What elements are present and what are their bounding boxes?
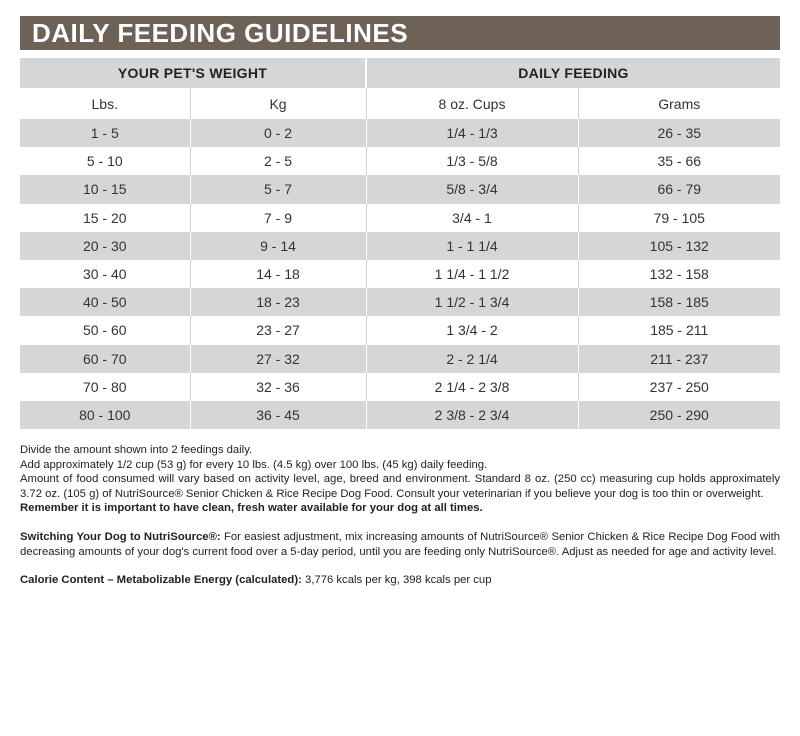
cell-cups: 1 - 1 1/4 [366,232,578,260]
feeding-table [20,58,780,429]
cell-lbs: 10 - 15 [20,175,190,203]
table-row [20,345,780,373]
cell-kg: 32 - 36 [190,373,366,401]
cell-cups: 5/8 - 3/4 [366,175,578,203]
group-header-daily-feeding: DAILY FEEDING [366,58,780,88]
column-header-row [20,88,780,119]
note-water-reminder: Remember it is important to have clean, fresh water available for your dog at all times. [20,502,483,515]
cell-kg: 7 - 9 [190,204,366,232]
cell-lbs: 5 - 10 [20,147,190,175]
table-row [20,316,780,344]
cell-cups: 1/4 - 1/3 [366,119,578,147]
table-row [20,119,780,147]
column-header-lbs: Lbs. [20,88,190,119]
table-row [20,373,780,401]
cell-kg: 9 - 14 [190,232,366,260]
table-body [20,119,780,429]
feeding-notes [20,443,780,588]
cell-cups: 1 1/2 - 1 3/4 [366,288,578,316]
cell-lbs: 30 - 40 [20,260,190,288]
table-row [20,147,780,175]
switching-label: Switching Your Dog to NutriSource®: [20,530,221,543]
cell-lbs: 80 - 100 [20,401,190,429]
column-header-grams: Grams [578,88,780,119]
cell-grams: 79 - 105 [653,209,705,226]
cell-grams: 250 - 290 [578,401,780,429]
page-title-banner: DAILY FEEDING GUIDELINES [20,16,780,50]
cell-lbs: 40 - 50 [20,288,190,316]
cell-grams: 66 - 79 [578,175,780,203]
table-row [20,204,780,232]
cell-grams: 35 - 66 [657,153,702,170]
cell-lbs: 50 - 60 [20,316,190,344]
cell-lbs: 70 - 80 [20,373,190,401]
cell-grams: 211 - 237 [578,345,780,373]
cell-lbs: 20 - 30 [20,232,190,260]
note-over-100-lbs: Add approximately 1/2 cup (53 g) for every 10 lbs. (4.5 kg) over 100 lbs. (45 kg) daily feeding. [20,458,488,471]
column-header-cups: 8 oz. Cups [366,88,578,119]
group-header-weight: YOUR PET'S WEIGHT [20,58,366,88]
table-row [20,401,780,429]
cell-cups: 1/3 - 5/8 [366,147,578,175]
switching-text: For easiest adjustment, mix increasing amounts of NutriSource® Senior Chicken & Rice Recipe Dog Food with decreasing amounts of your dog's current food over a 5-day period, until you are feeding only NutriSource®. Adjust as needed for age and activity level. [20,530,780,558]
cell-grams: 185 - 211 [650,322,709,339]
note-calorie-content [20,573,780,588]
cell-lbs: 60 - 70 [20,345,190,373]
note-switching [20,530,780,559]
cell-grams: 237 - 250 [649,378,709,395]
table-row [20,175,780,203]
cell-cups: 2 3/8 - 2 3/4 [366,401,578,429]
cell-kg: 23 - 27 [190,316,366,344]
table-row [20,260,780,288]
calorie-text: 3,776 kcals per kg, 398 kcals per cup [301,574,492,587]
column-header-kg: Kg [190,88,366,119]
cell-lbs: 1 - 5 [20,119,190,147]
cell-kg: 2 - 5 [190,147,366,175]
table-row [20,288,780,316]
cell-grams: 105 - 132 [578,232,780,260]
cell-cups: 3/4 - 1 [366,204,578,232]
cell-cups: 2 1/4 - 2 3/8 [366,373,578,401]
note-amount-varies: Amount of food consumed will vary based on activity level, age, breed and environment. Standard 8 oz. (250 cc) measuring cup holds approximately 3.72 oz. (105 g) of NutriSource® Senior Chicken & Rice Recipe Dog Food. Consult your veterinarian if you believe your dog is too thin or overweight. [20,473,780,500]
group-header-row [20,58,780,88]
cell-kg: 5 - 7 [190,175,366,203]
cell-grams: 26 - 35 [578,119,780,147]
cell-cups: 1 1/4 - 1 1/2 [366,260,578,288]
cell-cups: 1 3/4 - 2 [366,316,578,344]
cell-lbs: 15 - 20 [20,204,190,232]
cell-grams: 132 - 158 [649,266,709,283]
cell-cups: 2 - 2 1/4 [366,345,578,373]
cell-kg: 18 - 23 [190,288,366,316]
cell-kg: 36 - 45 [190,401,366,429]
note-divide: Divide the amount shown into 2 feedings daily. [20,444,253,456]
cell-grams: 158 - 185 [578,288,780,316]
table-row [20,232,780,260]
calorie-label: Calorie Content – Metabolizable Energy (calculated): [20,574,302,587]
cell-kg: 14 - 18 [190,260,366,288]
cell-kg: 27 - 32 [190,345,366,373]
cell-kg: 0 - 2 [190,119,366,147]
